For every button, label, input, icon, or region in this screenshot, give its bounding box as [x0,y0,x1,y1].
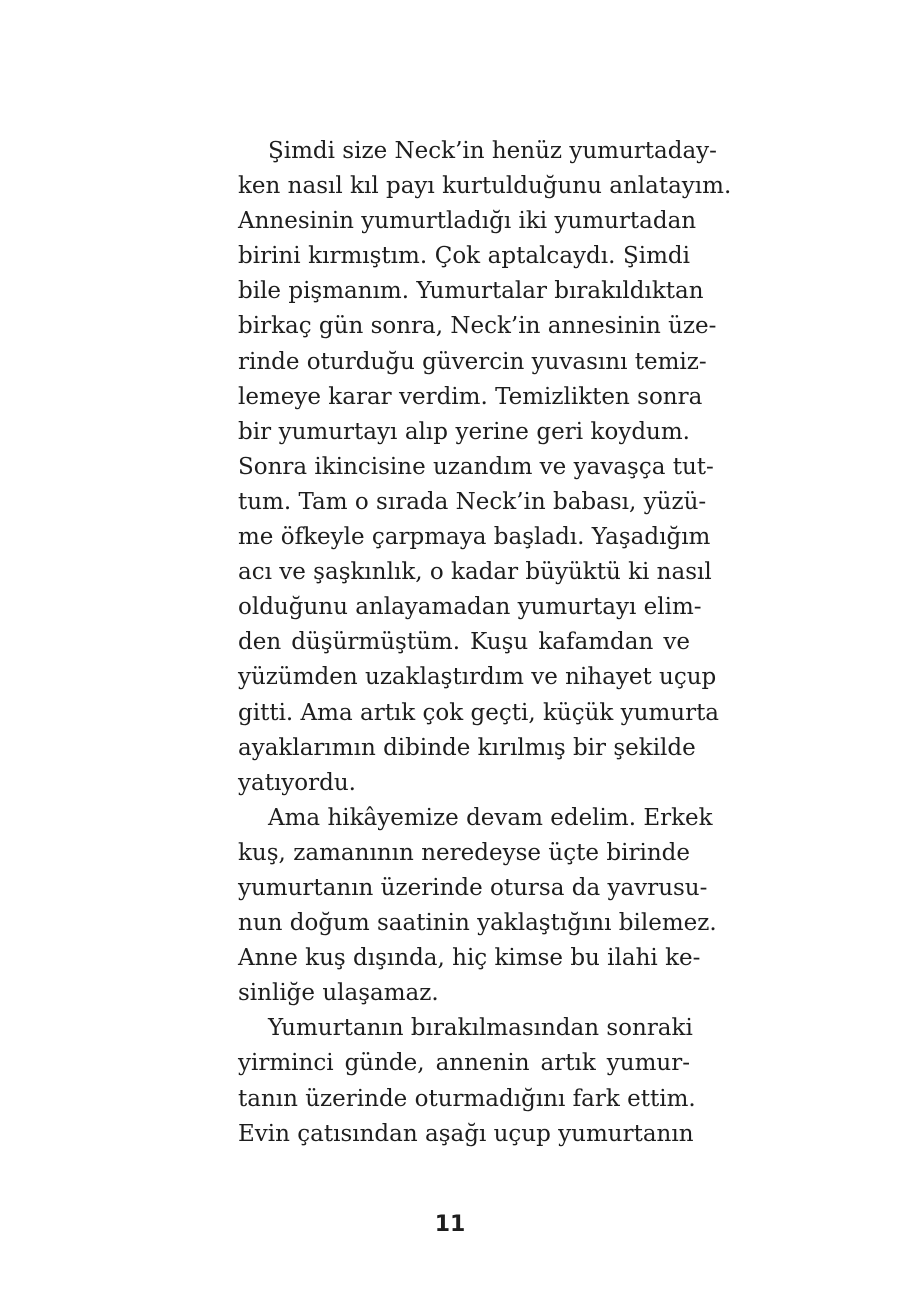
text-line: acı ve şaşkınlık, o kadar büyüktü ki nasıl [238,559,712,586]
text-line: birini kırmıştım. Çok aptalcaydı. Şimdi [238,243,690,270]
text-line: den düşürmüştüm. Kuşu kafamdan ve [238,629,690,656]
text-line: rinde oturduğu güvercin yuvasını temiz- [238,348,707,375]
text-line: me öfkeyle çarpmaya başladı. Yaşadığım [238,524,711,551]
text-line: Yumurtanın bırakılmasından sonraki [268,1015,693,1042]
text-line: gitti. Ama artık çok geçti, küçük yumurta [238,699,720,726]
body-text [238,134,732,1152]
text-line: ken nasıl kıl payı kurtulduğunu anlatayım. [238,173,732,200]
text-line: ayaklarımın dibinde kırılmış bir şekilde [238,734,696,761]
page-number: 11 [434,1212,466,1237]
text-line: yatıyordu. [238,769,356,796]
text-line: yirminci günde, annenin artık yumur- [238,1050,690,1077]
text-line: tanın üzerinde oturmadığını fark ettim. [238,1085,696,1112]
text-line: tum. Tam o sırada Neck’in babası, yüzü- [238,488,707,515]
text-line: kuş, zamanının neredeyse üçte birinde [238,839,690,866]
text-line: Sonra ikincisine uzandım ve yavaşça tut- [238,453,714,480]
text-line: birkaç gün sonra, Neck’in annesinin üze- [238,313,717,340]
text-line: yüzümden uzaklaştırdım ve nihayet uçup [238,664,717,691]
text-line: olduğunu anlayamadan yumurtayı elim- [238,594,702,621]
text-line: Annesinin yumurtladığı iki yumurtadan [238,208,697,235]
text-line: nun doğum saatinin yaklaştığını bilemez. [238,910,717,937]
text-line: Şimdi size Neck’in henüz yumurtaday- [268,138,717,164]
text-line: Ama hikâyemize devam edelim. Erkek [268,804,713,831]
text-line: yumurtanın üzerinde otursa da yavrusu- [238,874,708,901]
text-line: Anne kuş dışında, hiç kimse bu ilahi ke- [238,945,701,972]
text-line: sinliğe ulaşamaz. [238,980,439,1007]
text-line: bile pişmanım. Yumurtalar bırakıldıktan [238,278,704,305]
text-line: bir yumurtayı alıp yerine geri koydum. [238,418,690,445]
text-line: lemeye karar verdim. Temizlikten sonra [238,383,703,410]
text-line: Evin çatısından aşağı uçup yumurtanın [238,1120,694,1147]
